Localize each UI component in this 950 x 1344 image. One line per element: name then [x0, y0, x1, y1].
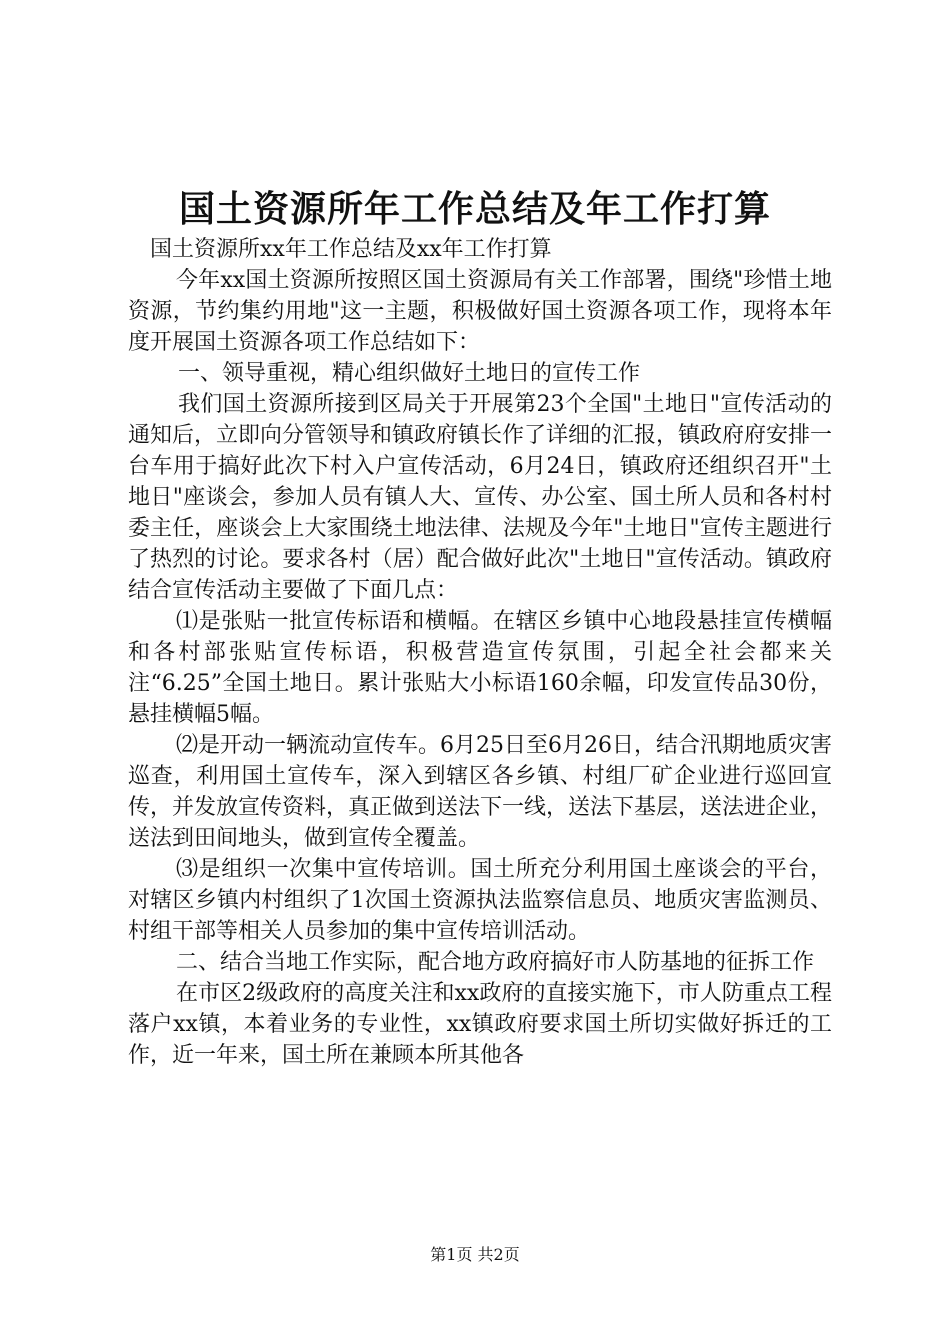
section1-paragraph: 我们国土资源所接到区局关于开展第23个全国"土地日"宣传活动的通知后，立即向分管领导和镇政府镇长作了详细的汇报，镇政府府安排一台车用于搞好此次下村入户宣传活动，6月24日，镇政府还组织召开"土地日"座谈会，参加人员有镇人大、宣传、办公室、国土所人员和各村村委主任，座谈会上大家围绕土地法律、法规及今年"土地日"宣传主题进行了热烈的讨论。要求各村（居）配合做好此次"土地日"宣传活动。镇政府结合宣传活动主要做了下面几点：	[128, 392, 833, 603]
section2-heading: 二、结合当地工作实际，配合地方政府搞好市人防基地的征拆工作	[176, 950, 815, 975]
section2-paragraph: 在市区2级政府的高度关注和xx政府的直接实施下，市人防重点工程落户xx镇，本着业务的专业性，xx镇政府要求国土所切实做好拆迁的工作，近一年来，国土所在兼顾本所其他各	[128, 981, 832, 1068]
page-footer: 第1页 共2页	[430, 1245, 520, 1264]
section1-heading: 一、领导重视，精心组织做好土地日的宣传工作	[178, 361, 641, 386]
list-item-2: ⑵是开动一辆流动宣传车。6月25日至6月26日，结合汛期地质灾害巡查，利用国土宣传车，深入到辖区各乡镇、村组厂矿企业进行巡回宣传，并发放宣传资料，真正做到送法下一线，送法下基层，送法进企业，送法到田间地头，做到宣传全覆盖。	[128, 733, 833, 851]
intro-paragraph: 今年xx国土资源所按照区国土资源局有关工作部署，围绕"珍惜土地资源，节约集约用地"这一主题，积极做好国土资源各项工作，现将本年度开展国土资源各项工作总结如下：	[128, 268, 832, 355]
list-item-3: ⑶是组织一次集中宣传培训。国土所充分利用国土座谈会的平台，对辖区乡镇内村组织了1次国土资源执法监察信息员、地质灾害监测员、村组干部等相关人员参加的集中宣传培训活动。	[128, 857, 832, 944]
document-title: 国土资源所年工作总结及年工作打算	[178, 188, 771, 230]
document-body	[128, 234, 832, 1071]
list-item-1: ⑴是张贴一批宣传标语和横幅。在辖区乡镇中心地段悬挂宣传横幅和各村部张贴宣传标语，积极营造宣传氛围，引起全社会都来关注“6.25”全国土地日。累计张贴大小标语160余幅，印发宣传品30份，悬挂横幅5幅。	[128, 609, 832, 727]
document-subtitle: 国土资源所xx年工作总结及xx年工作打算	[150, 237, 552, 262]
